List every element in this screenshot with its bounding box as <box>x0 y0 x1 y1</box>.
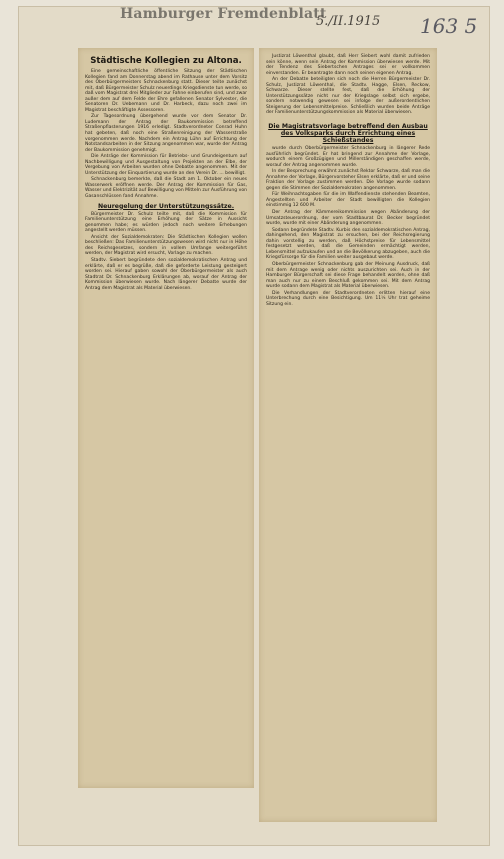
newspaper-masthead: Hamburger Fremdenblatt <box>120 6 327 22</box>
article-column-right <box>259 48 437 822</box>
article-paragraph: Stadtv. Siebert begründete den sozialdemokratischen Antrag und erklärte, daß er es begrüße, daß die geforderte Leistung gesteigert worden sei. Hierauf gaben sowohl der Oberbürgermeister als auch Stadtrat Dr. Schnackenburg Erklärungen ab, worauf der Antrag der Kommission überwiesen wurde. Nach längerer Debatte wurde der Antrag dem Magistrat als Material überwiesen. <box>85 257 247 291</box>
clipping-header <box>0 0 504 42</box>
article-paragraph: Schnackenburg bemerkte, daß die Stadt am 1. Oktober ein neues Wasserwerk eröffnen werde. Der Antrag der Kommission für Gas, Wasser und Elektrizität auf Bewilligung von Mitteln zur Ausführung von Gasanschlüssen fand Annahme. <box>85 177 247 200</box>
article-paragraph: Zur Tagesordnung übergehend wurde vor dem Senator Dr. Ludemann der Antrag der Baukommission betreffend Straßenpflasterungen 1916 erledigt. Stadtverordneter Conrad Huhn hat gebeten, daß noch eine Straßenreinigung der Wasserstraße vorgenommen werde. Nachdem ein Antrag Lühn auf Errichtung der Notstandsarbeiten in der Sitzung angenommen war, wurde der Antrag der Baukommission genehmigt. <box>85 114 247 153</box>
article-paragraph: Bürgermeister Dr. Schulz teilte mit, daß die Kommission für Familienunterstützung eine Erhöhung der Sätze in Aussicht genommen habe; es würden jedoch noch weitere Erhebungen angestellt werden müssen. <box>85 211 247 234</box>
article-paragraph: wurde durch Oberbürgermeister Schnackenburg in längerer Rede ausführlich begründet. Er hat bringend zur Annahme der Vorlage, wodurch einem Großzügigen und Millerständigen geschaffen werde, worauf der Antrag angenommen wurde. <box>266 146 430 168</box>
article-paragraph: Justizrat Löwenthal glaubt, daß Herr Siebert wohl damit zufrieden sein könne, wenn sein Antrag der Kommission überwiesen werde. Mit der Tendenz des Siebertschen Antrages sei er vollkommen einverstanden. Er beantragte dann noch seinen eigenen Antrag. <box>266 54 430 76</box>
article-paragraph: An der Debatte beteiligten sich noch die Herren Bürgermeister Dr. Schulz, Justizrat Löwenthal, die Stadtv. Hagge, Elsen, Reckow, Schwarze. Dieser stellte fest, daß die Erhöhung der Unterstützungssätze nicht nur der Kriegslage selbst sich ergebe, sondern notwendig gewesen sei infolge der außerordentlichen Steigerung der Lebensmittelpreise. Schließlich wurden beide Anträge der Familienunterstützungskommission als Material überwiesen. <box>266 77 430 116</box>
section-subheading: Neuregelung der Unterstützungssätze. <box>97 202 235 210</box>
handwritten-date: 5./II.1915 <box>316 14 381 29</box>
article-column-left <box>78 48 254 788</box>
article-paragraph: Ansicht der Sozialdemokraten: Die Städtischen Kollegien wollen beschließen: Das Familienunterstützungswesen wird nicht nur in Höhe des Reichsgesetzes, sondern in vollem Umfange weitergeführt werden, der Magistrat wird ersucht, Vorlage zu machen. <box>85 234 247 257</box>
article-paragraph: Die Anträge der Kommission für Betriebs- und Grundeigentum auf Nachbewilligung und Ausgestaltung von Projekten an der Elbe, der Vergebung von Arbeiten wurden ohne Debatte angenommen. Mit der Unterstützung der Einquartierung wurde an den Verein Dr. ... bewilligt. <box>85 154 247 176</box>
article-paragraph: Eine gemeinschaftliche öffentliche Sitzung der Städtischen Kollegien fand am Donnerstag abend im Rathause unter dem Vorsitz des Oberbürgermeisters Schnackenburg statt. Dieser teilte zunächst mit, daß Bürgermeister Schulz neuerdings Kriegsdienste tun werde, so daß vom Magistrat drei Mitglieder zur Fahne einberufen sind, und zwar außer dem auf dem Felde der Ehre gefallenen Senator Sylvester, die Senatoren Dr. Uebemann und Dr. Harbeck, dazu noch zwei im Magistrat beschäftigte Assessoren. <box>85 69 247 113</box>
article-paragraph: Für Weihnachtsgaben für die im Waffendienste stehenden Beamten, Angestellten und Arbeiter der Stadt bewilligten die Kollegien einstimmig 12 600 M. <box>266 192 430 209</box>
article-title: Städtische Kollegien zu Altona. <box>90 56 242 66</box>
article-paragraph: Der Antrag der Kämmereikommission wegen Abänderung der Umsatzsteuerordnung, der vom Stadtbaurat Dr. Becker begründet wurde, wurde mit einer Abänderung angenommen. <box>266 210 430 227</box>
article-paragraph: Sodann begründete Stadtv. Kurbis den sozialdemokratischen Antrag, dahingehend, den Magistrat zu ersuchen, bei der Reichsregierung dahin vorstellig zu werden, daß Höchstpreise für Lebensmittel festgesetzt werden, daß die Gemeinden ermächtigt werden, Lebensmittel aufzukaufen und an die Bevölkerung abzugeben, auch die Kriegsfürsorge für die Familien weiter ausgebaut werde. <box>266 227 430 261</box>
handwritten-archive-number: 163 5 <box>420 14 478 38</box>
article-paragraph: In der Besprechung erwähnt zunächst Rektor Schwarze, daß man die Annahme der Vorlage, Bürgervorsteher Elsen erklärte, daß er und seine Fraktion der Vorlage zustimmen werden. Die Vorlage wurde sodann gegen die Stimmen der Sozialdemokraten angenommen. <box>266 169 430 191</box>
article-paragraph: Die Verhandlungen der Stadtverordneten erlitten hierauf eine Unterbrechung durch eine Besichtigung. Um 11¼ Uhr trat geheime Sitzung ein. <box>266 290 430 307</box>
article-paragraph: Oberbürgermeister Schnackenburg gab der Meinung Ausdruck, daß mit dem Antrage wenig oder nichts auszurichten sei. Auch in der Hamburger Bürgerschaft sei diese Frage behandelt worden, ohne daß man auch nur zu einem Beschluß gekommen sei. Mit dem Antrag wurde sodann dem Magistrat als Material überwiesen. <box>266 261 430 290</box>
section-subheading: Die Magistratsvorlage betreffend den Ausbau des Volksparks durch Errichtung eines Schießstandes <box>268 123 428 145</box>
